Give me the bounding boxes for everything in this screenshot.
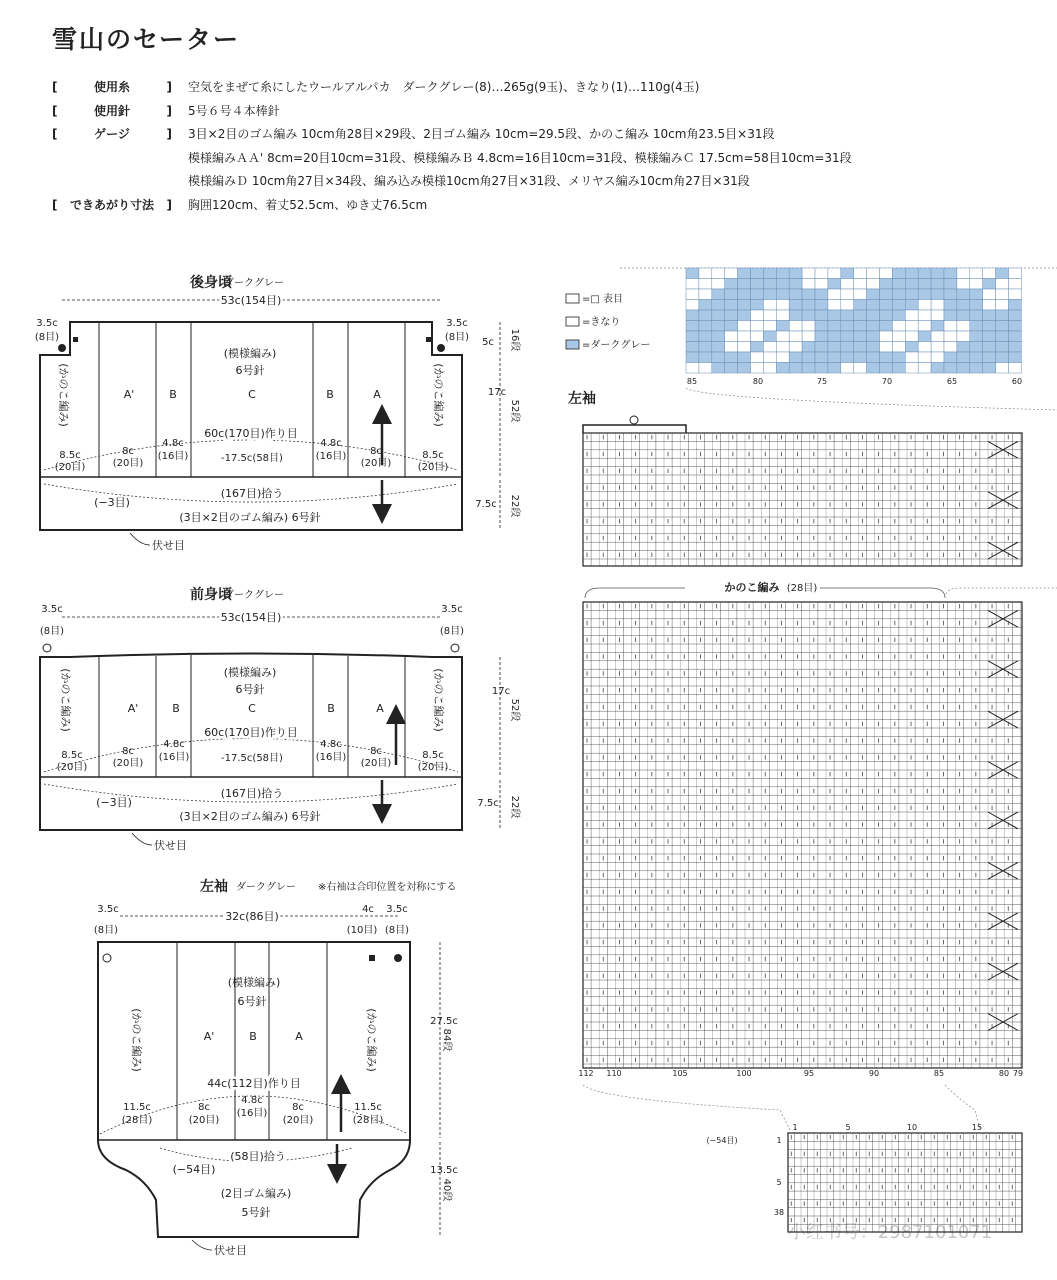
spec-label: ゲージ (94, 127, 130, 141)
back-color: ダークグレー (224, 278, 284, 289)
front-size-st: (20目) (360, 758, 392, 769)
sleeve-title: 左袖 (200, 879, 228, 895)
sleeve-size: 11.5c (354, 1102, 382, 1113)
back-pick: (167目)拾う (220, 487, 284, 500)
back-size-st: (20目) (112, 458, 144, 469)
front-color: ダークグレー (224, 590, 284, 601)
sleeve-note: ※右袖は合印位置を対称にする (318, 882, 457, 893)
back-h: 17c (487, 387, 507, 398)
legend (566, 292, 650, 351)
back-size: 4.8c (162, 438, 184, 449)
front-panel: B (327, 702, 335, 715)
rib-chart-grid (788, 1133, 1022, 1232)
back-body-diagram (35, 274, 521, 552)
front-size: 8.5c (61, 750, 83, 761)
sleeve-size: 11.5c (123, 1102, 151, 1113)
front-size-st: (16目) (158, 752, 190, 763)
back-size: 4.8c (320, 438, 342, 449)
chart-tick: 90 (868, 1069, 880, 1078)
front-side-r: (かのこ編み) (432, 668, 445, 732)
back-panel: A' (123, 388, 135, 401)
rib-tick: 5 (845, 1123, 851, 1132)
sleeve-h: 27.5c (430, 1016, 458, 1027)
front-h-st: 22段 (509, 795, 520, 819)
sleeve-size: 8c (292, 1102, 304, 1113)
chart-grid-upper (583, 433, 1022, 566)
back-rib: (3目×2目のゴム編み) 6号針 (179, 511, 321, 524)
front-side-l: (かのこ編み) (59, 668, 72, 732)
back-size-st: (16目) (157, 451, 189, 462)
sleeve-w: 3.5c (386, 904, 408, 915)
back-width: 53c(154目) (220, 294, 282, 307)
front-rib: (3目×2目のゴム編み) 6号針 (179, 810, 321, 823)
spec-label: できあがり寸法 (69, 197, 154, 212)
back-shoulder-r-st: (8目) (444, 332, 470, 343)
sleeve-cast: 44c(112目)作り目 (207, 1077, 301, 1090)
sleeve-pattern: (模様編み) (227, 976, 281, 989)
spec-value: 胸囲120cm、着丈52.5cm、ゆき丈76.5cm (188, 197, 428, 212)
front-bind: 伏せ目 (154, 839, 187, 852)
back-pattern: (模様編み) (223, 347, 277, 360)
back-size: 8.5c (59, 450, 81, 461)
front-size: 8.5c (422, 750, 444, 761)
sleeve-w: 3.5c (97, 904, 119, 915)
front-pick: (167目)拾う (220, 787, 284, 800)
front-shoulder-l: 3.5c (41, 604, 63, 615)
back-bind: 伏せ目 (152, 539, 185, 552)
kanoko-st: (28目) (786, 583, 818, 594)
front-size-st: (16目) (315, 752, 347, 763)
rib-row: 38 (773, 1208, 785, 1217)
spec-needle: [ 使用針 ] 5号６号４本棒針 (52, 100, 852, 124)
back-size-st: (20目) (54, 462, 86, 473)
sleeve-width: 32c(86目) (225, 910, 279, 923)
front-h-st: 52段 (509, 698, 520, 722)
spec-label: 使用糸 (93, 80, 130, 94)
front-cast: 60c(170目)作り目 (204, 726, 298, 739)
sleeve-w-st: (10目) (346, 925, 378, 936)
spec-yarn: [ 使用糸 ] 空気をまぜて糸にしたウールアルパカ ダークグレー(8)…265g(9玉)、きなり(1)…110g(4玉) (52, 76, 852, 100)
back-h-st: 22段 (509, 494, 520, 518)
back-shoulder-l-st: (8目) (34, 332, 60, 343)
front-dec: (−3目) (96, 796, 132, 809)
front-pattern: (模様編み) (223, 666, 277, 679)
front-h: 17c (491, 686, 511, 697)
legend-item: =ダークグレー (582, 340, 651, 351)
back-side-l: (かのこ編み) (57, 363, 70, 427)
chart-tick: 80 (998, 1069, 1010, 1078)
back-size-st: (20目) (417, 462, 449, 473)
legend-swatch (566, 317, 579, 326)
sleeve-size-st: (16目) (236, 1108, 268, 1119)
front-panel: C (248, 702, 256, 715)
front-shoulder-l-st: (8目) (39, 626, 65, 637)
spec-value: 3目×2目のゴム編み 10cm角28目×29段、2目ゴム編み 10cm=29.5段、かのこ編み 10cm角23.5目×31段 (188, 127, 775, 141)
back-size-st: (20目) (360, 458, 392, 469)
chart-grid-lower (583, 602, 1022, 1068)
back-size: 8.5c (422, 450, 444, 461)
front-size-st: (20目) (56, 762, 88, 773)
sleeve-size-st: (20目) (282, 1115, 314, 1126)
back-size-st: (16目) (315, 451, 347, 462)
sleeve-pick: (58目)拾う (230, 1150, 286, 1163)
front-size: -17.5c(58目) (221, 753, 283, 764)
front-h: 7.5c (477, 798, 499, 809)
stitch-chart (568, 268, 1057, 1243)
front-size: 8c (122, 746, 134, 757)
back-side-r: (かのこ編み) (432, 363, 445, 427)
back-size: 8c (122, 446, 134, 457)
front-title: 前身頃 (190, 587, 232, 603)
legend-swatch (566, 340, 579, 349)
rib-tick: 1 (792, 1123, 798, 1132)
sleeve-h-st: 84段 (441, 1028, 452, 1052)
chart-tick: 85 (933, 1069, 945, 1078)
spec-gauge-cont: 模様編みＡＡ' 8cm=20目10cm=31段、模様編みＢ 4.8cm=16目10cm=31段、模様編みＣ 17.5cm=58目10cm=31段 (188, 150, 852, 165)
back-dec: (−3目) (94, 496, 130, 509)
spec-value: 空気をまぜて糸にしたウールアルパカ ダークグレー(8)…265g(9玉)、きなり(1)…110g(4玉) (188, 80, 700, 94)
front-panel: A (376, 702, 384, 715)
back-h: 7.5c (475, 499, 497, 510)
sleeve-diagram (94, 878, 458, 1257)
sleeve-panel: A (295, 1030, 303, 1043)
spec-gauge-cont: 模様編みＤ 10cm角27目×34段、編み込み模様10cm角27目×31段、メリヤス編み10cm角27目×31段 (188, 174, 750, 188)
sleeve-size-st: (28目) (352, 1115, 384, 1126)
chart-tick: 100 (736, 1069, 752, 1078)
sleeve-needle: 6号針 (237, 995, 267, 1008)
sleeve-side-l: (かのこ編み) (130, 1008, 143, 1072)
sleeve-size-st: (20目) (188, 1115, 220, 1126)
front-width: 53c(154目) (220, 611, 282, 624)
back-cast: 60c(170目)作り目 (204, 427, 298, 440)
legend-swatch (566, 294, 579, 303)
rib-tick: 10 (906, 1123, 918, 1132)
sleeve-size: 8c (198, 1102, 210, 1113)
sleeve-h-st: 40段 (441, 1178, 452, 1202)
rib-tick: 15 (971, 1123, 983, 1132)
sleeve-side-r: (かのこ編み) (365, 1008, 378, 1072)
chart-title: 左袖 (568, 391, 596, 407)
front-size: 4.8c (163, 739, 185, 750)
front-size: 4.8c (320, 739, 342, 750)
back-panel: B (326, 388, 334, 401)
legend-item: =□ 表目 (582, 294, 624, 305)
sleeve-h: 13.5c (430, 1165, 458, 1176)
chart-tick: 80 (752, 377, 764, 386)
back-h-st: 16段 (509, 328, 520, 352)
front-size-st: (20目) (112, 758, 144, 769)
sleeve-rib-needle: 5号針 (241, 1206, 271, 1219)
front-size-st: (20目) (417, 762, 449, 773)
back-h-st: 52段 (509, 399, 520, 423)
chart-tick: 79 (1012, 1069, 1024, 1078)
fair-isle-grid (686, 268, 1021, 373)
sleeve-size: 4.8c (241, 1095, 263, 1106)
sleeve-dec: (−54目) (172, 1163, 216, 1176)
chart-tick: 85 (686, 377, 698, 386)
sleeve-panel: A' (203, 1030, 215, 1043)
back-h: 5c (482, 337, 494, 348)
rib-row: 5 (776, 1178, 782, 1187)
sleeve-color: ダークグレー (236, 882, 296, 893)
back-title: 後身頃 (190, 275, 232, 291)
sleeve-rib: (2目ゴム編み) (220, 1187, 292, 1200)
chart-tick: 95 (803, 1069, 815, 1078)
back-panel: C (248, 388, 256, 401)
back-shoulder-r: 3.5c (446, 318, 468, 329)
kanoko-label: かのこ編み (724, 581, 780, 594)
rib-note: (−54目) (706, 1136, 738, 1145)
back-size: -17.5c(58目) (221, 453, 283, 464)
sleeve-panel: B (249, 1030, 257, 1043)
chart-tick: 60 (1011, 377, 1023, 386)
front-needle: 6号針 (235, 683, 265, 696)
sleeve-w-st: (8目) (384, 925, 410, 936)
sleeve-bind: 伏せ目 (214, 1244, 247, 1257)
sleeve-w: 4c (362, 904, 374, 915)
chart-tick: 112 (578, 1069, 594, 1078)
front-size: 8c (370, 746, 382, 757)
spec-size: [ できあがり寸法 ] 胸囲120cm、着丈52.5cm、ゆき丈76.5cm (52, 194, 852, 218)
back-shoulder-l: 3.5c (36, 318, 58, 329)
page-title: 雪山のセーター (52, 25, 241, 54)
chart-tick: 65 (946, 377, 958, 386)
front-panel: A' (127, 702, 139, 715)
spec-gauge: [ ゲージ ] 3目×2目のゴム編み 10cm角28目×29段、2目ゴム編み 10cm=29.5段、かのこ編み 10cm角23.5目×31段 (52, 123, 852, 147)
legend-item: =きなり (582, 317, 621, 328)
back-size: 8c (370, 446, 382, 457)
front-body-diagram (40, 586, 521, 852)
spec-label: 使用針 (93, 103, 130, 118)
sleeve-w-st: (8目) (93, 925, 119, 936)
front-shoulder-r: 3.5c (441, 604, 463, 615)
front-panel: B (172, 702, 180, 715)
front-shoulder-r-st: (8目) (439, 626, 465, 637)
sleeve-size-st: (28目) (121, 1115, 153, 1126)
spec-value: 5号６号４本棒針 (188, 103, 280, 118)
watermark: 小红书号：2987101071 (787, 1222, 993, 1243)
chart-tick: 105 (672, 1069, 688, 1078)
back-needle: 6号針 (235, 364, 265, 377)
back-panel: B (169, 388, 177, 401)
back-panel: A (373, 388, 381, 401)
rib-row: 1 (776, 1136, 782, 1145)
chart-tick: 70 (881, 377, 893, 386)
chart-tick: 75 (816, 377, 828, 386)
chart-tick: 110 (606, 1069, 622, 1078)
